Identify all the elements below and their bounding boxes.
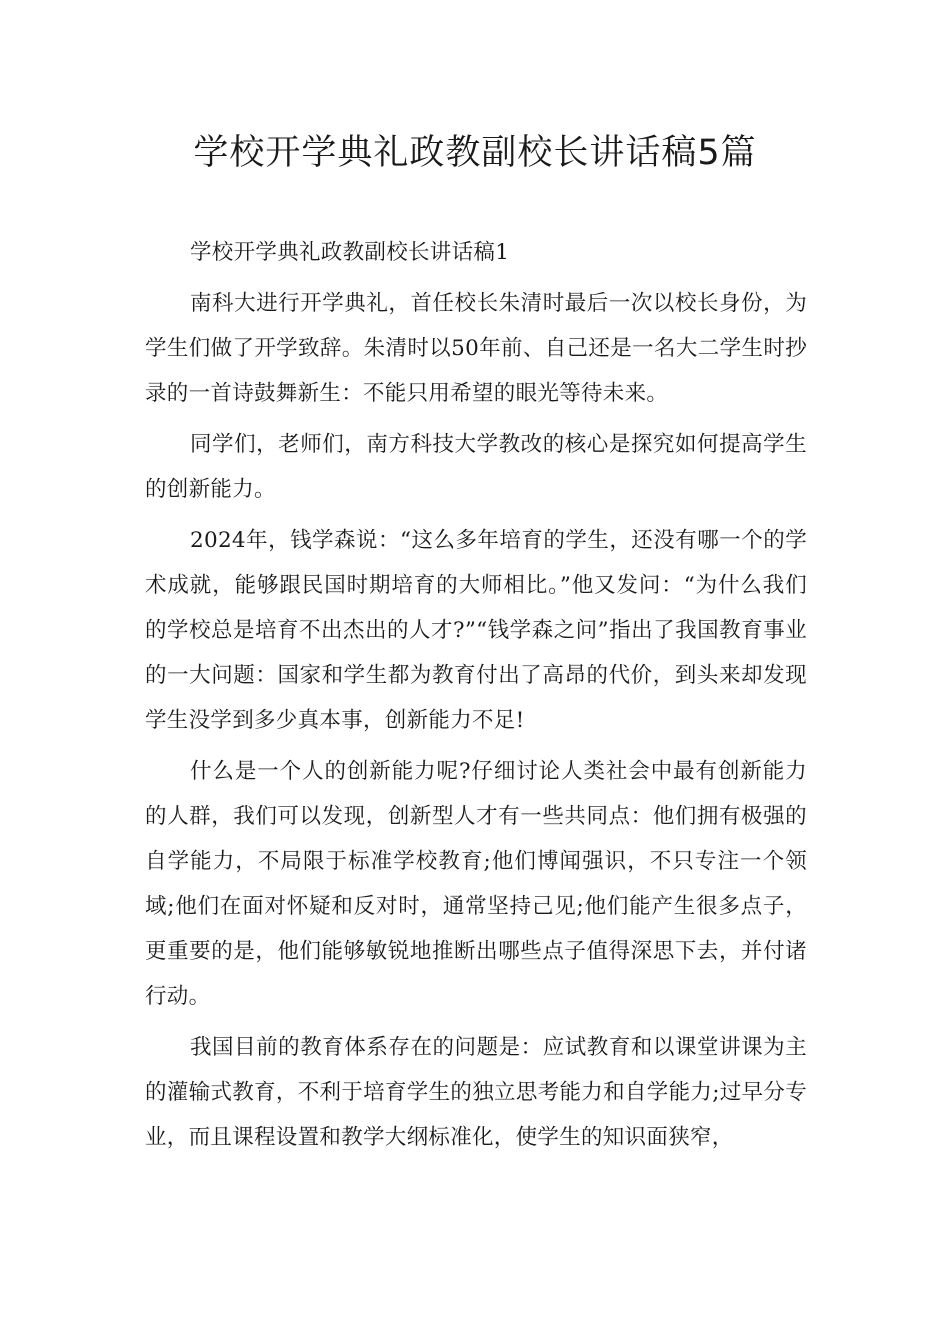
paragraph: 同学们，老师们，南方科技大学教改的核心是探究如何提高学生的创新能力。 bbox=[145, 432, 807, 502]
document-body bbox=[145, 230, 807, 1166]
paragraph: 我国目前的教育体系存在的问题是：应试教育和以课堂讲课为主的灌输式教育，不利于培育学生的独立思考能力和自学能力;过早分专业，而且课程设置和教学大纲标准化，使学生的知识面狭窄， bbox=[145, 1035, 807, 1150]
paragraph: 什么是一个人的创新能力呢?仔细讨论人类社会中最有创新能力的人群，我们可以发现，创新型人才有一些共同点：他们拥有极强的自学能力，不局限于标准学校教育;他们博闻强识，不只专注一个领域;他们在面对怀疑和反对时，通常坚持己见;他们能产生很多点子，更重要的是，他们能够敏锐地推断出哪些点子值得深思下去，并付诸行动。 bbox=[145, 759, 807, 1009]
paragraph: 南科大进行开学典礼，首任校长朱清时最后一次以校长身份，为学生们做了开学致辞。朱清时以50年前、自己还是一名大二学生时抄录的一首诗鼓舞新生：不能只用希望的眼光等待未来。 bbox=[145, 291, 807, 406]
paragraph: 2024年，钱学森说：“这么多年培育的学生，还没有哪一个的学术成就，能够跟民国时期培育的大师相比。”他又发问：“为什么我们的学校总是培育不出杰出的人才?”“钱学森之问”指出了我国教育事业的一大问题：国家和学生都为教育付出了高昂的代价，到头来却发现学生没学到多少真本事，创新能力不足! bbox=[145, 528, 807, 733]
document-title: 学校开学典礼政教副校长讲话稿5篇 bbox=[193, 133, 757, 173]
section-heading: 学校开学典礼政教副校长讲话稿1 bbox=[190, 240, 510, 265]
